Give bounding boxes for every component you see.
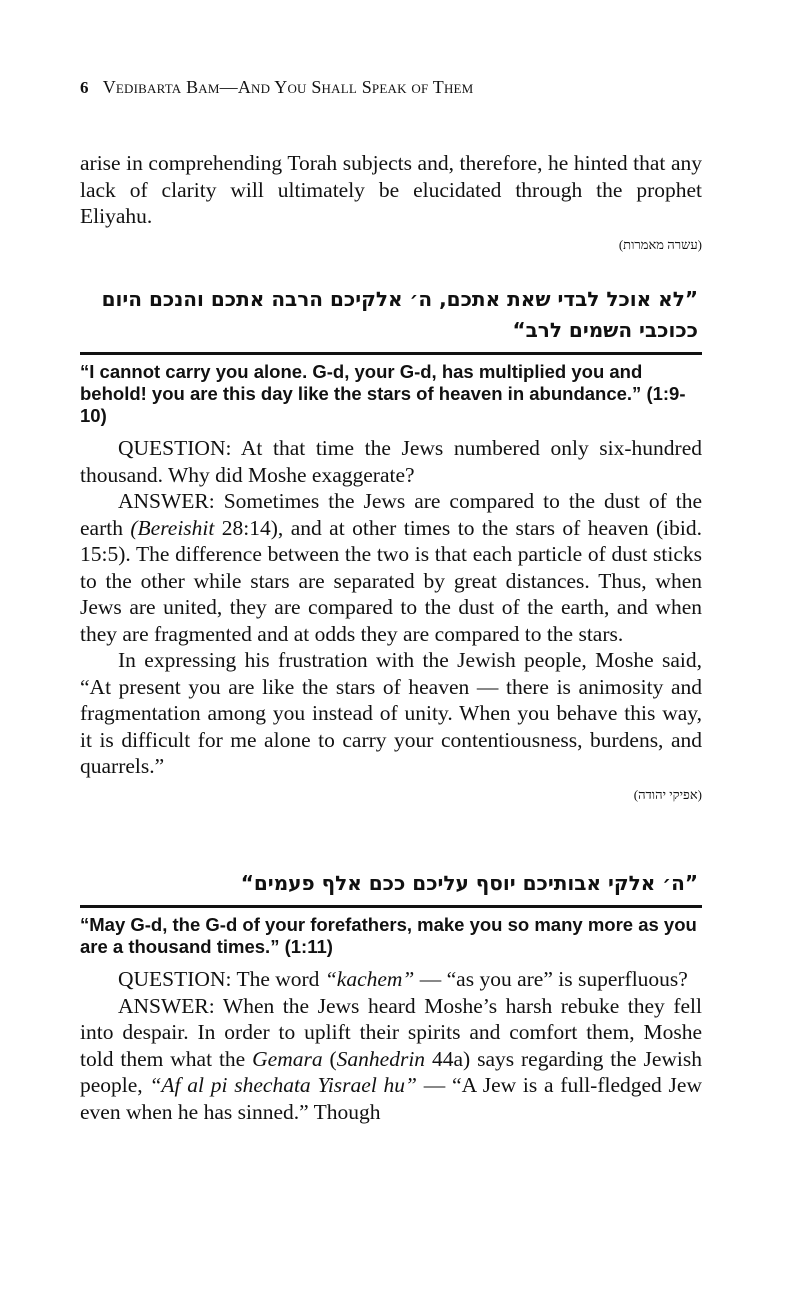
section1-divider bbox=[80, 352, 702, 355]
sanhedrin-ref: Sanhedrin bbox=[336, 1046, 426, 1071]
section2-english-title: “May G-d, the G-d of your forefathers, make you so many more as you are a thousand times.” (1:11) bbox=[80, 914, 697, 957]
af-al-pi-quote: “Af al pi shechata Yisrael hu” bbox=[149, 1073, 418, 1097]
section1-hebrew-title: ”לא אוכל לבדי שאת אתכם, ה׳ אלקיכם הרבה אתכם והנכם היום ככוכבי השמים לרב“ bbox=[101, 287, 698, 342]
kachem-term: “kachem” bbox=[324, 967, 415, 991]
section-1 bbox=[80, 284, 702, 804]
section1-question: QUESTION: At that time the Jews numbered only six-hundred thousand. Why did Moshe exaggerate? bbox=[80, 436, 702, 487]
intro-paragraph: arise in comprehending Torah subjects and, therefore, he hinted that any lack of clarity will ultimately be elucidated through the prophet Eliyahu. bbox=[80, 151, 702, 228]
intro-block bbox=[80, 150, 702, 254]
running-header bbox=[80, 76, 473, 99]
section2-question: QUESTION: The word “kachem” — “as you are” is superfluous? bbox=[118, 967, 688, 991]
section-2 bbox=[80, 868, 702, 1125]
running-title: Vedibarta Bam—And You Shall Speak of Them bbox=[102, 77, 474, 97]
section1-answer-1: ANSWER: Sometimes the Jews are compared to the dust of the earth (Bereishit 28:14), and at other times to the stars of heaven (ibid. 15:5). The difference between the two is that each particle of dust sticks to the other while stars are separated by great distances. Thus, when Jews are united, they are compared to the dust of the earth, and when they are fragmented and at odds they are compared to the stars. bbox=[80, 489, 702, 646]
section2-answer: ANSWER: When the Jews heard Moshe’s harsh rebuke they fell into despair. In order to uplift their spirits and comfort them, Moshe told them what the Gemara (Sanhedrin 44a) says regarding the Jewish people, “Af al pi shechata Yisrael hu” — “A Jew is a full-fledged Jew even when he has sinned.” Though bbox=[80, 993, 702, 1124]
gemara-term: Gemara bbox=[252, 1046, 323, 1071]
bereishit-ref: (Bereishit bbox=[130, 515, 215, 540]
section1-english-title: “I cannot carry you alone. G-d, your G-d, has multiplied you and behold! you are this day like the stars of heaven in abundance.” (1:9-10) bbox=[80, 361, 686, 426]
section2-hebrew-title: ”ה׳ אלקי אבותיכם יוסף עליכם ככם אלף פעמים“ bbox=[240, 871, 698, 895]
intro-source: (עשרה מאמרות) bbox=[618, 236, 702, 252]
section2-divider bbox=[80, 905, 702, 908]
page-number: 6 bbox=[80, 78, 89, 97]
section1-answer-2: In expressing his frustration with the Jewish people, Moshe said, “At present you are like the stars of heaven — there is animosity and fragmentation among you instead of unity. When you behave this way, it is difficult for me alone to carry your contentiousness, burdens, and quarrels.” bbox=[80, 648, 702, 778]
section1-source: (אפיקי יהודה) bbox=[633, 786, 702, 802]
